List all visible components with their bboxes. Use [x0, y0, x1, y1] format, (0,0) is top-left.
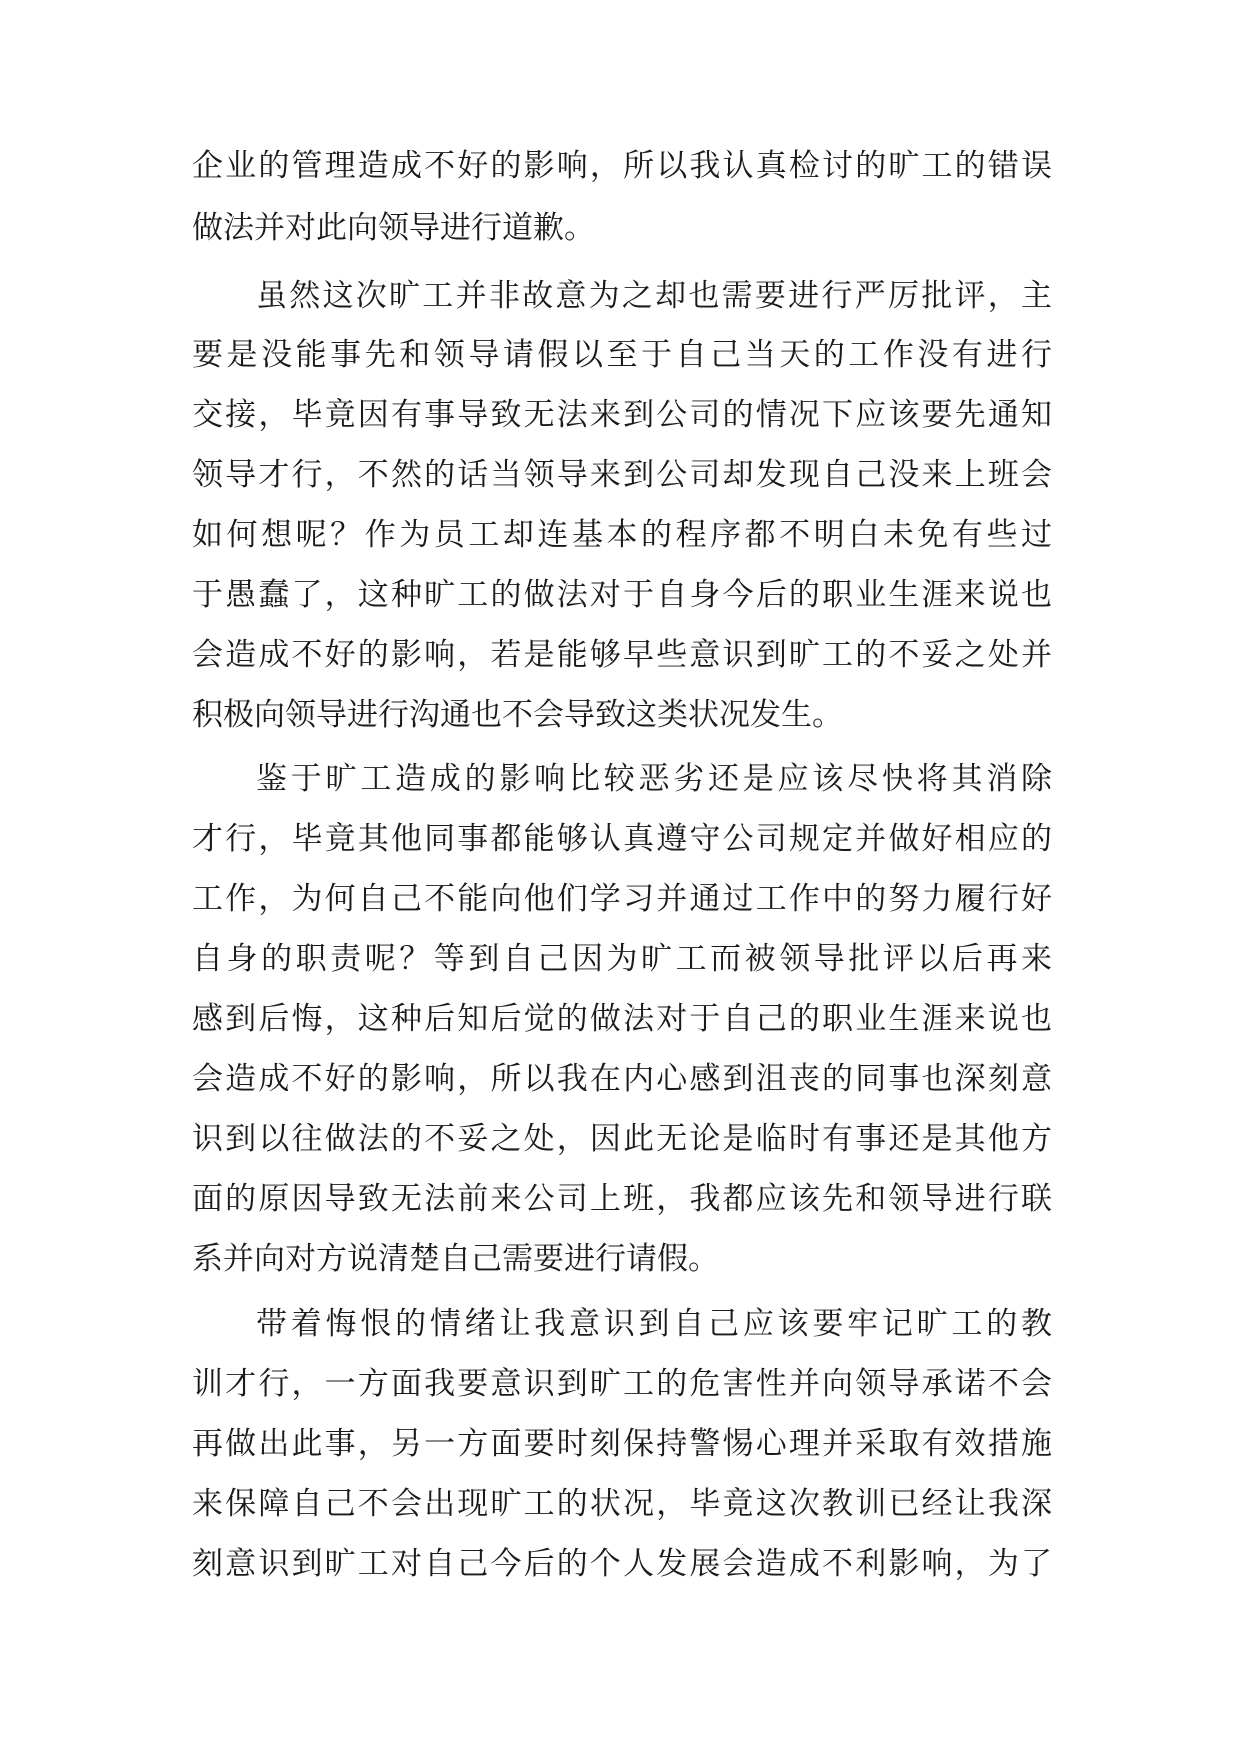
text-line: 才行，毕竟其他同事都能够认真遵守公司规定并做好相应的: [192, 821, 1052, 857]
text-line: 积极向领导进行沟通也不会导致这类状况发生。: [192, 697, 843, 733]
text-line: 带着悔恨的情绪让我意识到自己应该要牢记旷工的教: [256, 1306, 1052, 1342]
text-line: 鉴于旷工造成的影响比较恶劣还是应该尽快将其消除: [256, 761, 1052, 797]
text-line: 企业的管理造成不好的影响，所以我认真检讨的旷工的错误: [192, 148, 1052, 184]
text-line: 虽然这次旷工并非故意为之却也需要进行严厉批评，主: [256, 278, 1052, 314]
text-line: 系并向对方说清楚自己需要进行请假。: [192, 1241, 719, 1277]
text-line: 刻意识到旷工对自己今后的个人发展会造成不利影响，为了: [192, 1546, 1052, 1582]
text-line: 感到后悔，这种后知后觉的做法对于自己的职业生涯来说也: [192, 1001, 1052, 1037]
text-line: 于愚蠢了，这种旷工的做法对于自身今后的职业生涯来说也: [192, 577, 1052, 613]
text-line: 再做出此事，另一方面要时刻保持警惕心理并采取有效措施: [192, 1426, 1052, 1462]
text-line: 面的原因导致无法前来公司上班，我都应该先和领导进行联: [192, 1181, 1052, 1217]
text-line: 识到以往做法的不妥之处，因此无论是临时有事还是其他方: [192, 1121, 1052, 1157]
text-line: 自身的职责呢？等到自己因为旷工而被领导批评以后再来: [192, 941, 1052, 977]
text-line: 如何想呢？作为员工却连基本的程序都不明白未免有些过: [192, 517, 1052, 553]
text-line: 要是没能事先和领导请假以至于自己当天的工作没有进行: [192, 337, 1052, 373]
text-line: 工作，为何自己不能向他们学习并通过工作中的努力履行好: [192, 881, 1052, 917]
text-line: 做法并对此向领导进行道歉。: [192, 210, 595, 246]
text-line: 会造成不好的影响，若是能够早些意识到旷工的不妥之处并: [192, 637, 1052, 673]
text-line: 交接，毕竟因有事导致无法来到公司的情况下应该要先通知: [192, 397, 1052, 433]
text-line: 会造成不好的影响，所以我在内心感到沮丧的同事也深刻意: [192, 1061, 1052, 1097]
text-line: 来保障自己不会出现旷工的状况，毕竟这次教训已经让我深: [192, 1486, 1052, 1522]
text-line: 领导才行，不然的话当领导来到公司却发现自己没来上班会: [192, 457, 1052, 493]
text-line: 训才行，一方面我要意识到旷工的危害性并向领导承诺不会: [192, 1366, 1052, 1402]
